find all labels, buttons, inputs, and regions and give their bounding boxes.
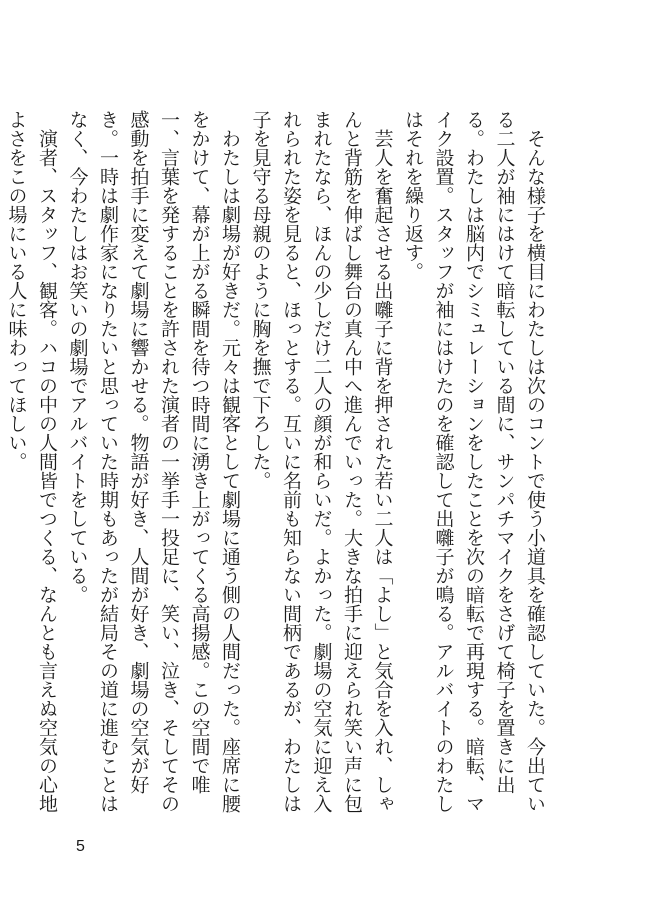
page-number: 5	[76, 838, 85, 855]
paragraph-1: そんな様子を横目にわたしは次のコントで使う小道具を確認していた。今出ている二人が袖にはけて暗転している間に、サンパチマイクをさげて椅子を置きに出る。わたしは脳内でシミュレーションをしたことを次の暗転で再現する。暗転、マイク設置。スタッフが袖にはけたのを確認して出囃子が鳴る。アルバイトのわたしはそれを繰り返す。	[402, 110, 546, 813]
paragraph-3: わたしは劇場が好きだ。元々は観客として劇場に通う側の人間だった。座席に腰をかけて、幕が上がる瞬間を待つ時間に湧き上がってくる高揚感。この空間で唯一、言葉を発することを許された演者の一挙手一投足に、笑い、泣き、そしてその感動を拍手に変えて劇場に響かせる。物語が好き、人間が好き、劇場の空気が好き。一時は劇作家になりたいと思っていた時期もあったが結局その道に進むことはなく、今わたしはお笑いの劇場でアルバイトをしている。	[66, 110, 241, 813]
paragraph-2: 芸人を奮起させる出囃子に背を押された若い二人は「よし」と気合を入れ、しゃんと背筋を伸ばし舞台の真ん中へ進んでいった。大きな拍手に迎えられ笑い声に包まれたなら、ほんの少しだけ二人の顔が和らいだ。よかった。劇場の空気に迎え入れられた姿を見ると、ほっとする。互いに名前も知らない間柄であるが、わたしは子を見守る母親のように胸を撫で下ろした。	[249, 110, 394, 813]
vertical-text-body	[1, 110, 550, 830]
paragraph-4: 演者、スタッフ、観客。ハコの中の人間皆でつくる、なんとも言えぬ空気の心地よさをこの場にいる人に味わってほしい。	[5, 110, 58, 813]
